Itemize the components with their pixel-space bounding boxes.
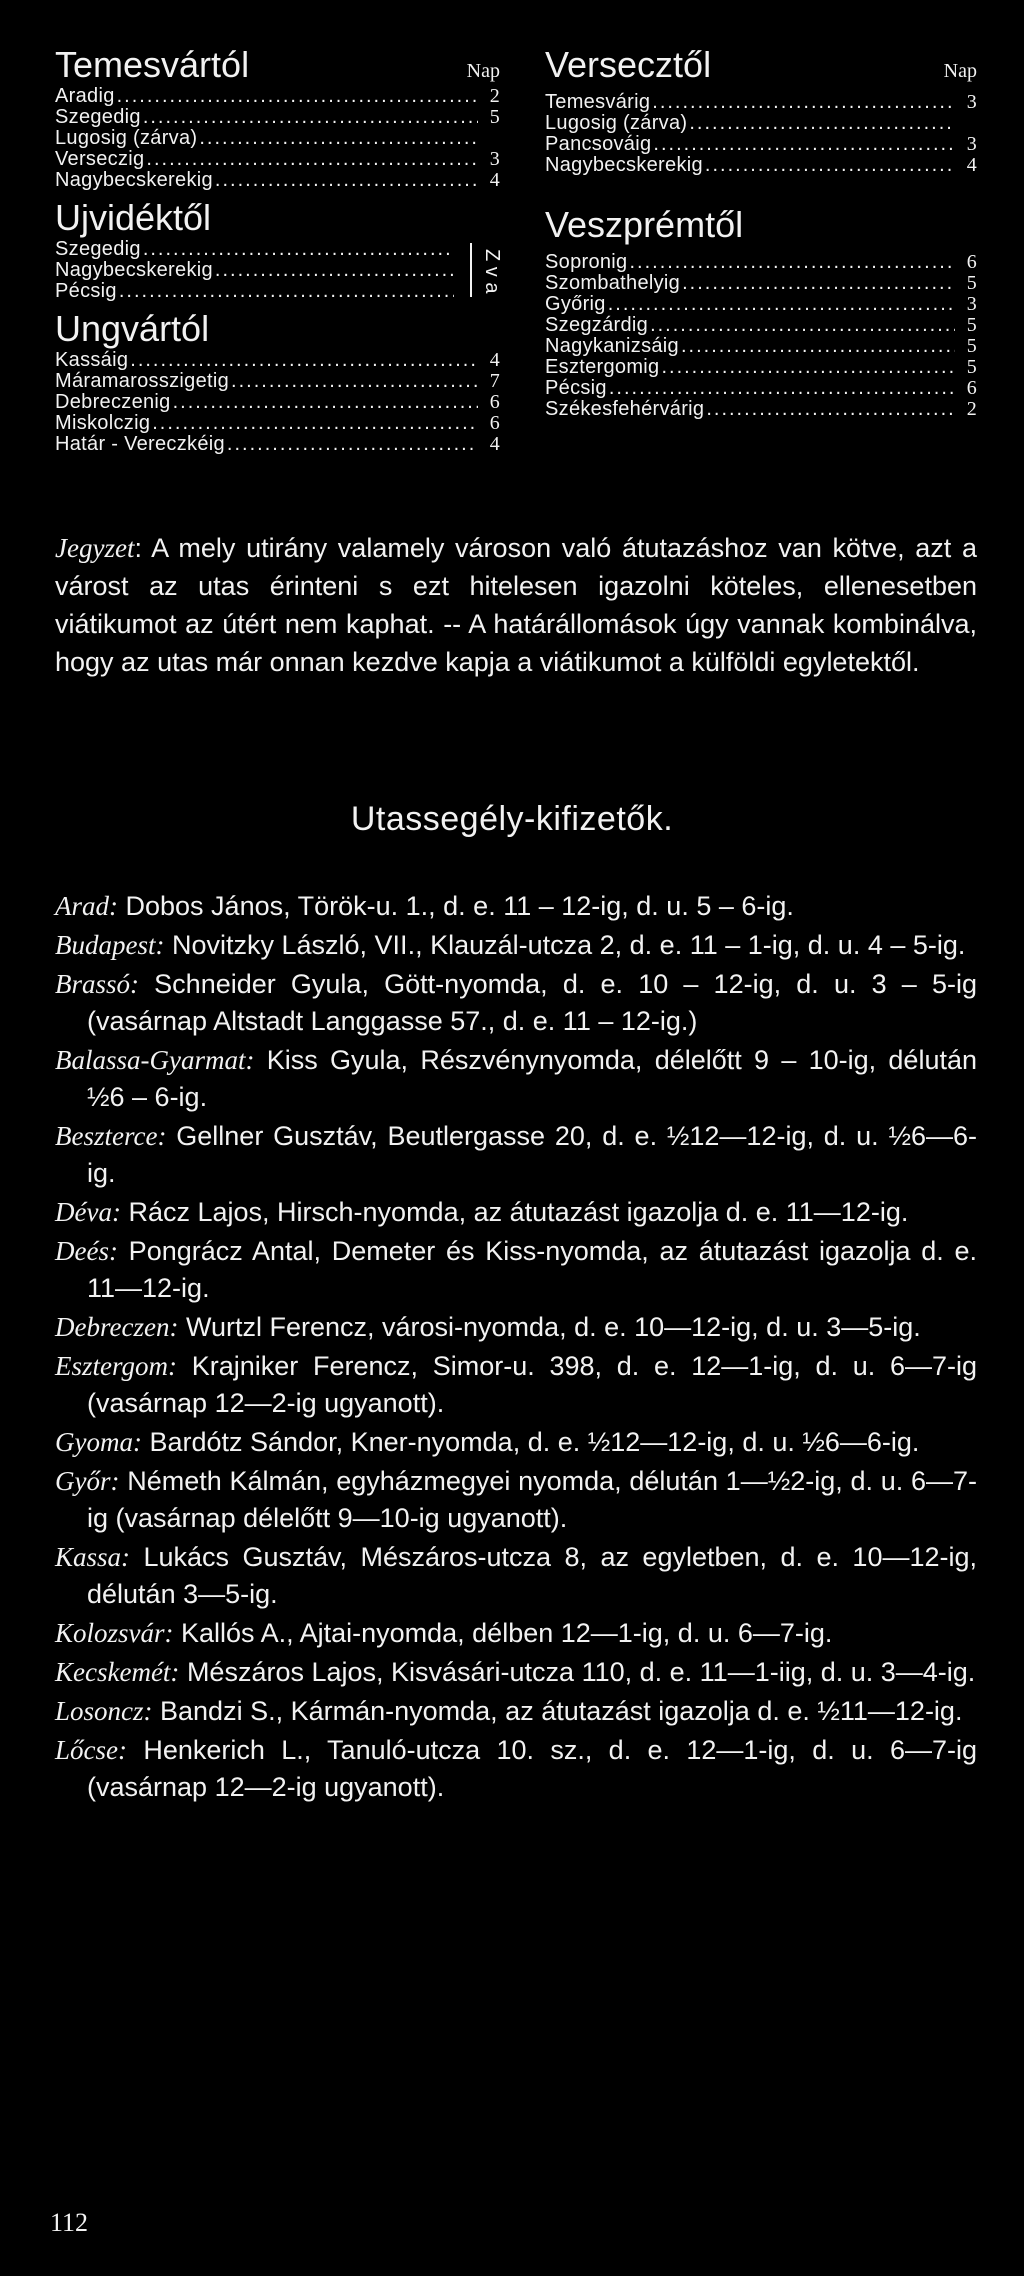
entry-text: Novitzky László, VII., Klauzál-utcza 2, d. e. 11 – 1-ig, d. u. 4 – 5-ig. bbox=[164, 930, 966, 960]
section-title: Versecztől bbox=[545, 44, 712, 85]
entry-text: Lukács Gusztáv, Mészáros-utcza 8, az egyletben, d. e. 10—12-ig, délután 3—5-ig. bbox=[87, 1542, 977, 1609]
list-item bbox=[55, 1463, 977, 1537]
note-text: : A mely utirány valamely városon való átutazáshoz van kötve, azt a várost az utas érinteni s ezt hitelesen igazolni köteles, ellenesetben viátikumot az útért nem kaphat. -- A határállomások úgy vannak kombinálva, hogy az utas már onnan kezdve kapja a viátikumot a külföldi egyletektől. bbox=[55, 533, 977, 677]
route-row: Máramarosszigetig ..... 7 bbox=[55, 371, 500, 392]
city-label: Losoncz: bbox=[55, 1696, 153, 1726]
city-label: Kecskemét: bbox=[55, 1657, 180, 1687]
brace-label: Z v a bbox=[481, 249, 503, 294]
entry-text: Krajniker Ferencz, Simor-u. 398, d. e. 12—1-ig, d. u. 6—7-ig (vasárnap 12—2-ig ugyanott). bbox=[87, 1351, 977, 1418]
days-column-header: Nap bbox=[943, 60, 977, 82]
city-label: Arad: bbox=[55, 891, 118, 921]
list-item bbox=[55, 1615, 977, 1652]
route-row: Miskolczig ..... 6 bbox=[55, 413, 500, 434]
section-title: Temesvártól bbox=[55, 44, 250, 85]
payout-list bbox=[55, 888, 977, 1808]
brace-line bbox=[470, 243, 472, 297]
list-item bbox=[55, 1693, 977, 1730]
route-row: Szegedig ..... bbox=[55, 239, 462, 260]
route-row: Nagybecskerekig ..... 4 bbox=[545, 155, 977, 176]
entry-text: Gellner Gusztáv, Beutlergasse 20, d. e. ½12—12-ig, d. u. ½6—6-ig. bbox=[87, 1121, 977, 1188]
city-label: Brassó: bbox=[55, 969, 140, 999]
entry-text: Bardótz Sándor, Kner-nyomda, d. e. ½12—12-ig, d. u. ½6—6-ig. bbox=[141, 1427, 920, 1457]
route-row: Nagykanizsáig ..... 5 bbox=[545, 336, 977, 357]
list-item bbox=[55, 1042, 977, 1116]
note-label: Jegyzet bbox=[55, 533, 135, 563]
section-temesvar-header bbox=[55, 44, 500, 86]
city-label: Kolozsvár: bbox=[55, 1618, 174, 1648]
city-label: Debreczen: bbox=[55, 1312, 179, 1342]
city-label: Győr: bbox=[55, 1466, 120, 1496]
city-label: Budapest: bbox=[55, 930, 165, 960]
list-item bbox=[55, 1233, 977, 1307]
route-group-closed bbox=[55, 238, 503, 302]
route-row: Győrig ..... 3 bbox=[545, 294, 977, 315]
entry-text: Bandzi S., Kármán-nyomda, az átutazást igazolja d. e. ½11—12-ig. bbox=[152, 1696, 963, 1726]
route-row: Nagybecskerekig ..... bbox=[55, 260, 462, 281]
route-row: Aradig ..... 2 bbox=[55, 86, 500, 107]
route-row: Szombathelyig ..... 5 bbox=[545, 273, 977, 294]
entry-text: Henkerich L., Tanuló-utcza 10. sz., d. e. 12—1-ig, d. u. 6—7-ig (vasárnap 12—2-ig ugyanott). bbox=[87, 1735, 977, 1802]
page-title: Utassegély-kifizetők. bbox=[350, 800, 674, 838]
list-item bbox=[55, 1654, 977, 1691]
list-item bbox=[55, 1732, 977, 1806]
entry-text: Rácz Lajos, Hirsch-nyomda, az átutazást igazolja d. e. 11—12-ig. bbox=[120, 1197, 909, 1227]
list-item bbox=[55, 888, 977, 925]
route-row: Temesvárig ..... 3 bbox=[545, 92, 977, 113]
list-item bbox=[55, 1348, 977, 1422]
route-row: Szegzárdig ..... 5 bbox=[545, 315, 977, 336]
closed-brace bbox=[466, 239, 503, 302]
section-title: Ujvidéktől bbox=[55, 197, 212, 238]
city-label: Lőcse: bbox=[55, 1735, 127, 1765]
days-column-header: Nap bbox=[466, 60, 500, 82]
entry-text: Pongrácz Antal, Demeter és Kiss-nyomda, az átutazást igazolja d. e. 11—12-ig. bbox=[87, 1236, 977, 1303]
right-column bbox=[545, 44, 977, 420]
route-row: Sopronig ..... 6 bbox=[545, 252, 977, 273]
section-title: Veszprémtől bbox=[545, 204, 744, 245]
route-row: Nagybecskerekig ..... 4 bbox=[55, 170, 500, 191]
list-item bbox=[55, 966, 977, 1040]
list-item bbox=[55, 1309, 977, 1346]
route-row: Esztergomig ..... 5 bbox=[545, 357, 977, 378]
route-row: Verseczig ..... 3 bbox=[55, 149, 500, 170]
route-row: Határ - Vereczkéig ..... 4 bbox=[55, 434, 500, 455]
note-paragraph bbox=[55, 529, 977, 681]
entry-text: Schneider Gyula, Gött-nyomda, d. e. 10 – 12-ig, d. u. 3 – 5-ig (vasárnap Altstadt Langgasse 57., d. e. 11 – 12-ig.) bbox=[87, 969, 977, 1036]
route-row: Lugosig (zárva) ..... bbox=[55, 128, 500, 149]
city-label: Balassa-Gyarmat: bbox=[55, 1045, 255, 1075]
left-column bbox=[55, 44, 503, 455]
route-row: Székesfehérvárig ..... 2 bbox=[545, 399, 977, 420]
route-row: Debreczenig ..... 6 bbox=[55, 392, 500, 413]
list-item bbox=[55, 1194, 977, 1231]
section-versecz-header bbox=[545, 44, 977, 86]
city-label: Beszterce: bbox=[55, 1121, 167, 1151]
route-row: Lugosig (zárva) ..... bbox=[545, 113, 977, 134]
route-row: Pécsig ..... 6 bbox=[545, 378, 977, 399]
route-row: Pancsováig ..... 3 bbox=[545, 134, 977, 155]
city-label: Déva: bbox=[55, 1197, 121, 1227]
entry-text: Wurtzl Ferencz, városi-nyomda, d. e. 10—12-ig, d. u. 3—5-ig. bbox=[178, 1312, 921, 1342]
list-item bbox=[55, 1539, 977, 1613]
page-number: 112 bbox=[50, 2208, 89, 2237]
entry-text: Németh Kálmán, egyházmegyei nyomda, délután 1—½2-ig, d. u. 6—7-ig (vasárnap délelőtt 9—10-ig ugyanott). bbox=[87, 1466, 977, 1533]
entry-text: Mészáros Lajos, Kisvásári-utcza 110, d. e. 11—1-iig, d. u. 3—4-ig. bbox=[179, 1657, 976, 1687]
city-label: Deés: bbox=[55, 1236, 118, 1266]
city-label: Gyoma: bbox=[55, 1427, 142, 1457]
city-label: Kassa: bbox=[55, 1542, 131, 1572]
route-row: Kassáig ..... 4 bbox=[55, 350, 500, 371]
city-label: Esztergom: bbox=[55, 1351, 177, 1381]
list-item bbox=[55, 1424, 977, 1461]
route-row: Pécsig ..... bbox=[55, 281, 462, 302]
section-title: Ungvártól bbox=[55, 308, 210, 349]
list-item bbox=[55, 1118, 977, 1192]
entry-text: Dobos János, Török-u. 1., d. e. 11 – 12-ig, d. u. 5 – 6-ig. bbox=[118, 891, 794, 921]
entry-text: Kiss Gyula, Részvénynyomda, délelőtt 9 – 10-ig, délután ½6 – 6-ig. bbox=[87, 1045, 977, 1112]
entry-text: Kallós A., Ajtai-nyomda, délben 12—1-ig, d. u. 6—7-ig. bbox=[173, 1618, 833, 1648]
list-item bbox=[55, 927, 977, 964]
route-row: Szegedig ..... 5 bbox=[55, 107, 500, 128]
